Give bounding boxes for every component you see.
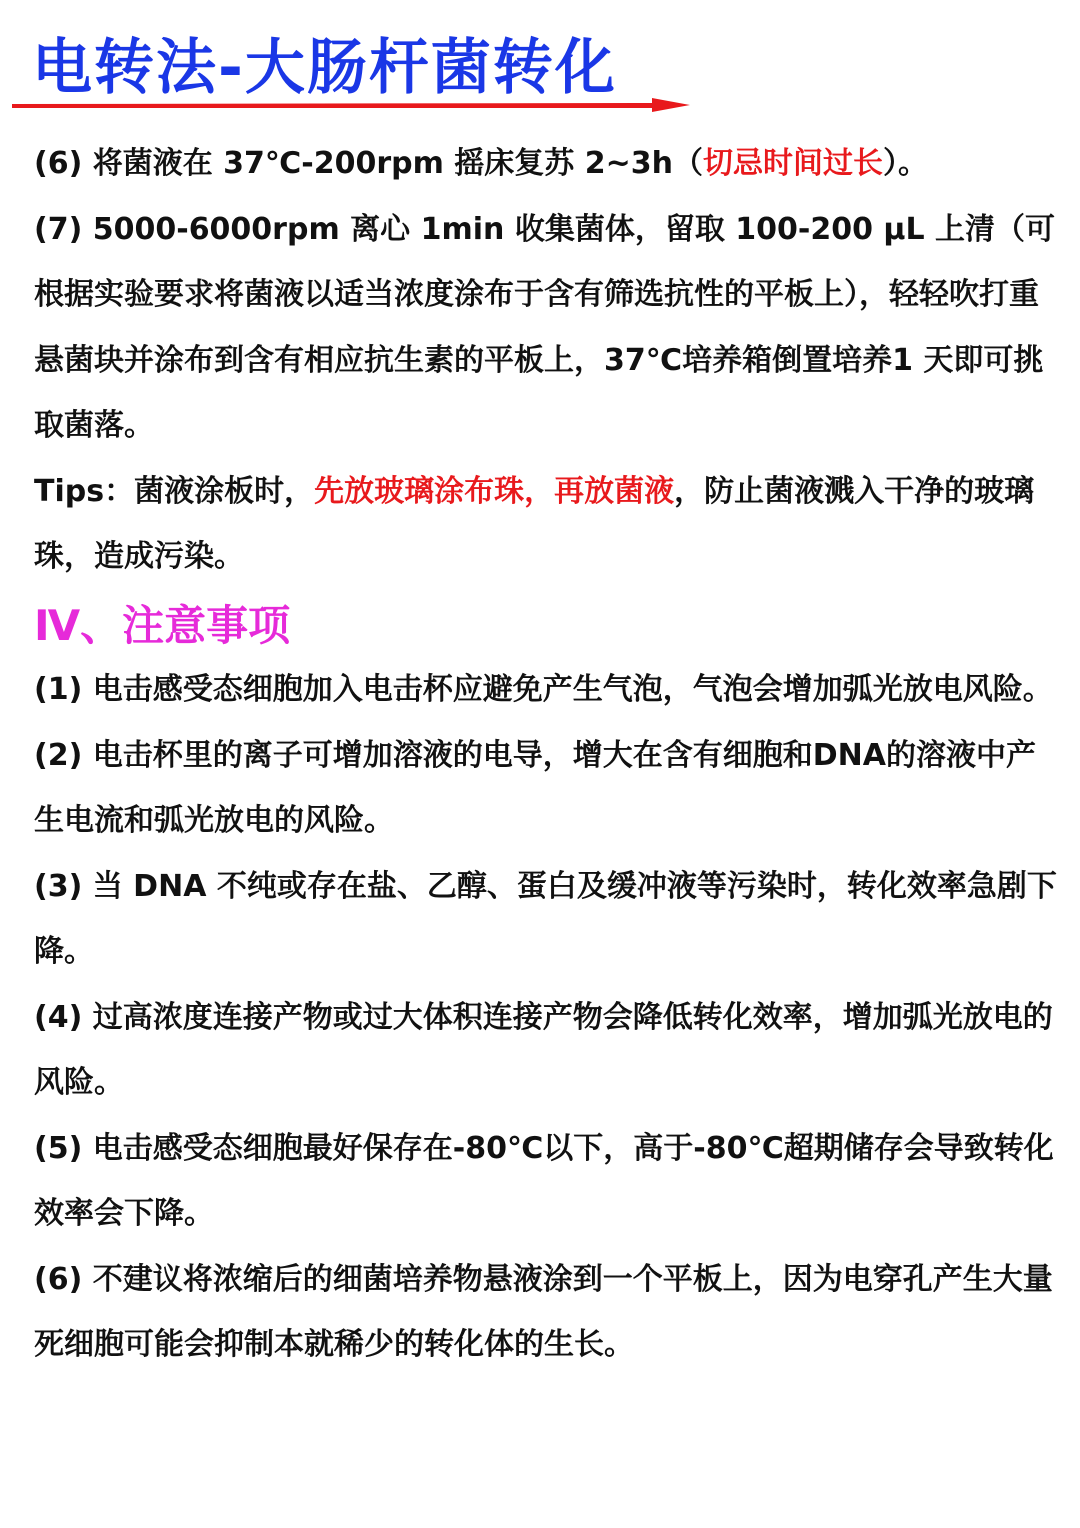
title-underline-arrow bbox=[12, 96, 692, 116]
precaution-item: (5) 电击感受态细胞最好保存在-80℃以下，高于-80℃超期储存会导致转化效率会下降。 bbox=[34, 1130, 1054, 1231]
precaution-item: (3) 当 DNA 不纯或存在盐、乙醇、蛋白及缓冲液等污染时，转化效率急剧下降。 bbox=[34, 868, 1057, 969]
section-heading-precautions: Ⅳ、注意事项 bbox=[34, 601, 291, 650]
precaution-item: (4) 过高浓度连接产物或过大体积连接产物会降低转化效率，增加弧光放电的风险。 bbox=[34, 999, 1053, 1100]
tips-highlight: 先放玻璃涂布珠，再放菌液 bbox=[314, 473, 675, 509]
tips-paragraph bbox=[34, 459, 1064, 590]
precaution-item: (1) 电击感受态细胞加入电击杯应避免产生气泡，气泡会增加弧光放电风险。 bbox=[34, 672, 1053, 707]
precaution-item: (2) 电击杯里的离子可增加溶液的电导，增大在含有细胞和DNA的溶液中产生电流和弧光放电的风险。 bbox=[34, 737, 1036, 838]
page-title: 电转法-大肠杆菌转化 bbox=[32, 33, 617, 103]
protocol-step-7: (7) 5000-6000rpm 离心 1min 收集菌体，留取 100-200 μL 上清（可根据实验要求将菌液以适当浓度涂布于含有筛选抗性的平板上），轻轻吹打重悬菌块并涂布到含有相应抗生素的平板上，37℃培养箱倒置培养1 天即可挑取菌落。 bbox=[34, 211, 1056, 443]
tips-suffix: ，防止菌液溅入干净的玻璃珠，造成污染。 bbox=[34, 473, 1035, 574]
protocol-step-6 bbox=[34, 131, 1064, 197]
tips-prefix: Tips：菌液涂板时， bbox=[34, 473, 315, 509]
step-6-text: (6) 将菌液在 37℃-200rpm 摇床复苏 2~3h（ bbox=[34, 146, 703, 181]
step-6-warning: 切忌时间过长 bbox=[703, 146, 883, 181]
precaution-item: (6) 不建议将浓缩后的细菌培养物悬液涂到一个平板上，因为电穿孔产生大量死细胞可能会抑制本就稀少的转化体的生长。 bbox=[34, 1261, 1053, 1362]
precautions-list bbox=[34, 657, 1064, 1378]
protocol-steps bbox=[34, 131, 1064, 590]
step-6-suffix: ）。 bbox=[883, 146, 928, 181]
